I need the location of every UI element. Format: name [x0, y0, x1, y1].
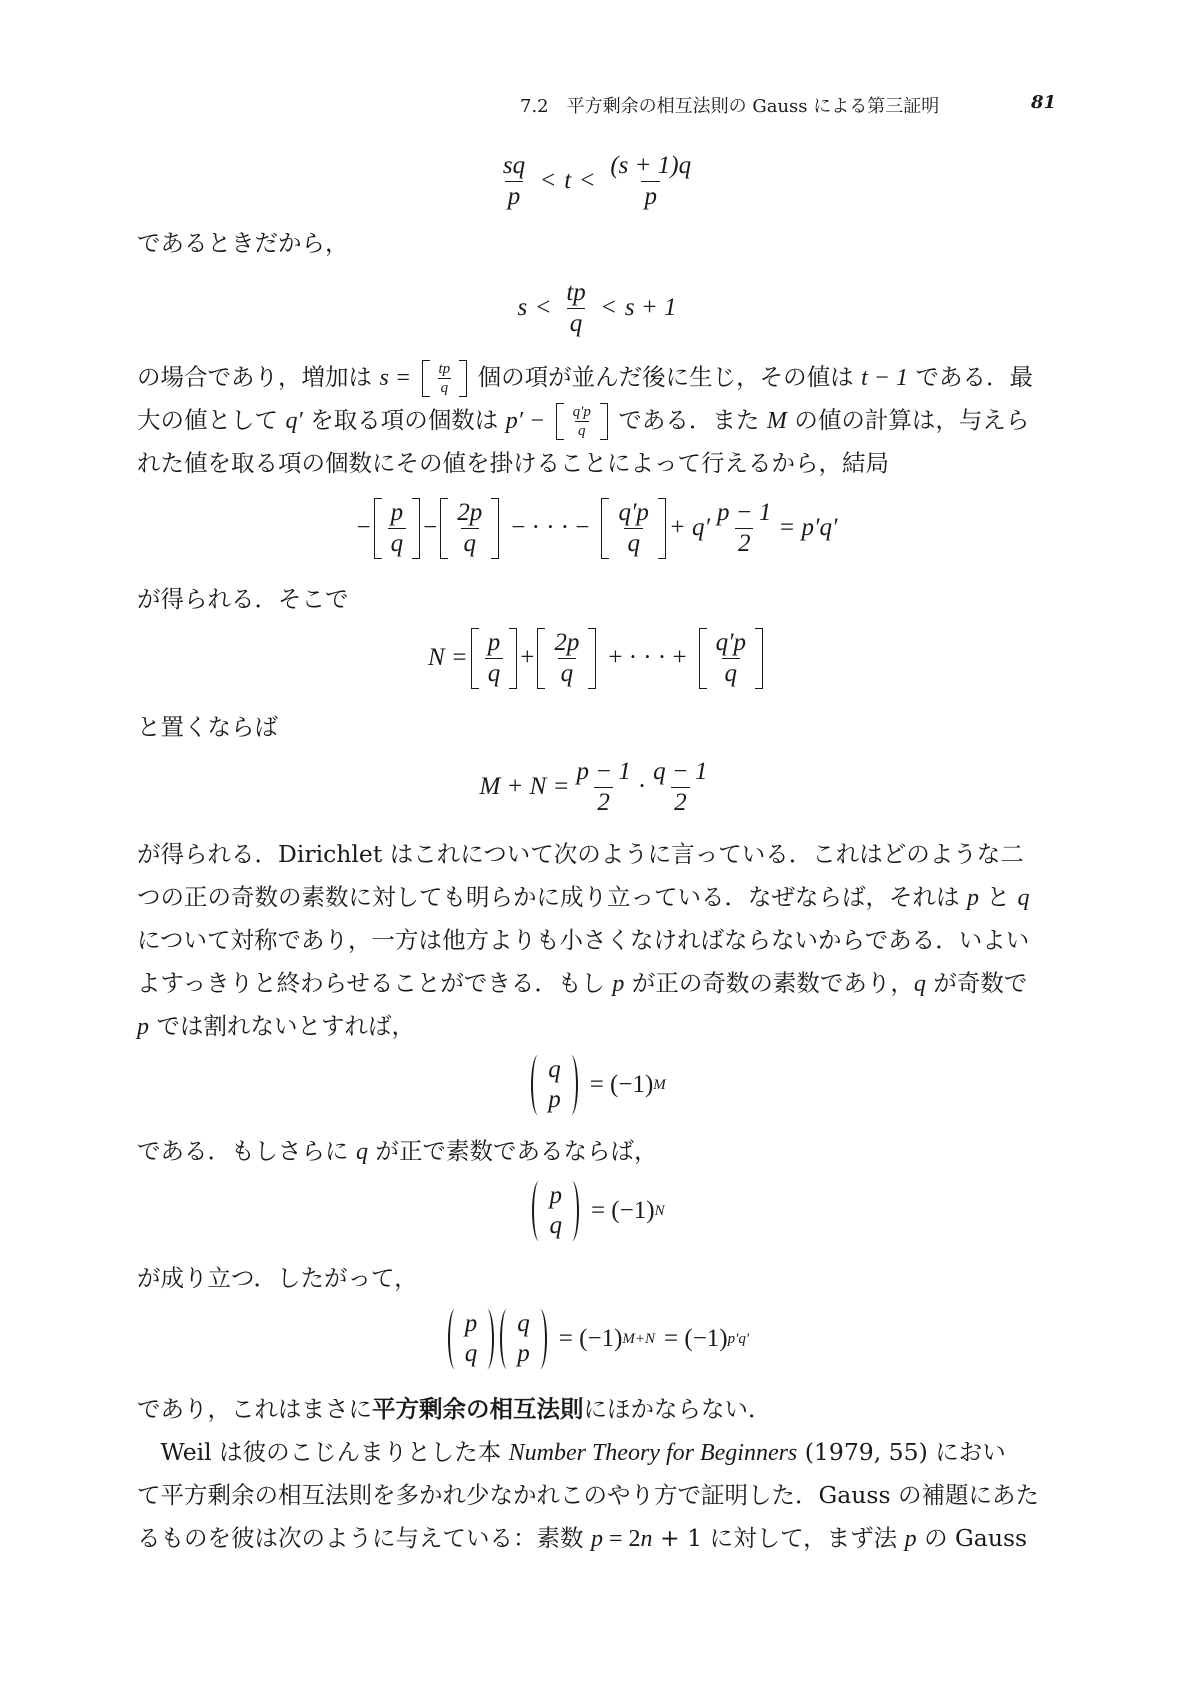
paragraph-3-line-3: るものを彼は次のように与えている：素数 p = 2n + 1 に対して，まず法 p の Gauss: [137, 1524, 1028, 1552]
paragraph-1-line-1: の場合であり，増加は s = $\frac{tp}{q}$ 個の項が並んだ後に生じ，その値は t − 1 である．最: [137, 361, 1033, 396]
text-line: であり，これはまさに平方剰余の相互法則にほかならない．: [137, 1395, 772, 1423]
paragraph-2-line-1: が得られる．Dirichlet はこれについて次のように言っている．これはどのような二: [137, 840, 1024, 868]
paragraph-2-line-4: よすっきりと終わらせることができる．もし p が正の奇数の素数であり，q が奇数で: [137, 969, 1028, 997]
equation-3: − $\frac{p}{q}$ − $\frac{2p}{q}$ − · · · − $\frac{q'p}{q}$ + q′ $\frac{p - 1}{2}$ = p′q′: [356, 498, 838, 557]
paragraph-3-line-2: て平方剰余の相互法則を多かれ少なかれこのやり方で証明した．Gauss の補題にあた: [137, 1481, 1040, 1509]
equation-1: $\frac{sq}{p}$ < t < $\frac{(s + 1)q}{p}$: [502, 151, 692, 210]
equation-5: M + N = $\frac{p - 1}{2}$ · $\frac{q - 1}{2}$: [479, 757, 708, 816]
paragraph-2-line-3: について対称であり，一方は他方よりも小さくなければならないからである．いよい: [137, 926, 1030, 954]
page-number: 81: [1030, 92, 1056, 113]
text-line: である．もしさらに q が正で素数であるならば，: [137, 1137, 658, 1165]
text-line: と置くならば: [137, 713, 278, 741]
equation-2: s < $\frac{tp}{q}$ < s + 1: [517, 278, 677, 337]
equation-7: p q = (−1) N: [137, 1178, 1057, 1244]
paragraph-2-line-2: つの正の奇数の素数に対しても明らかに成り立っている．なぜならば，それは p と q: [137, 883, 1030, 911]
text-line: であるときだから，: [137, 229, 349, 257]
text-line: が成り立つ．したがって，: [137, 1264, 418, 1292]
equation-8: p q q p = (−1) M+N = (−1) p′q′: [137, 1306, 1057, 1372]
paragraph-3-line-1: Weil は彼のこじんまりとした本 Number Theory for Beginners (1979, 55) におい: [137, 1438, 1006, 1466]
paragraph-1-line-3: れた値を取る項の個数にその値を掛けることによって行えるから，結局: [137, 449, 889, 477]
equation-6: q p = (−1) M: [137, 1052, 1057, 1118]
text-line: が得られる．そこで: [137, 585, 349, 613]
section-title: 7.2 平方剰余の相互法則の Gauss による第三証明: [520, 96, 940, 117]
paragraph-1-line-2: 大の値として q′ を取る項の個数は p′ − $\frac{q'p}{q}$ である．また M の値の計算は，与えら: [137, 404, 1030, 439]
paragraph-2-line-5: p では割れないとすれば，: [137, 1012, 415, 1040]
equation-4: N = $\frac{p}{q}$ + $\frac{2p}{q}$ + · · · + $\frac{q'p}{q}$: [137, 622, 1057, 694]
